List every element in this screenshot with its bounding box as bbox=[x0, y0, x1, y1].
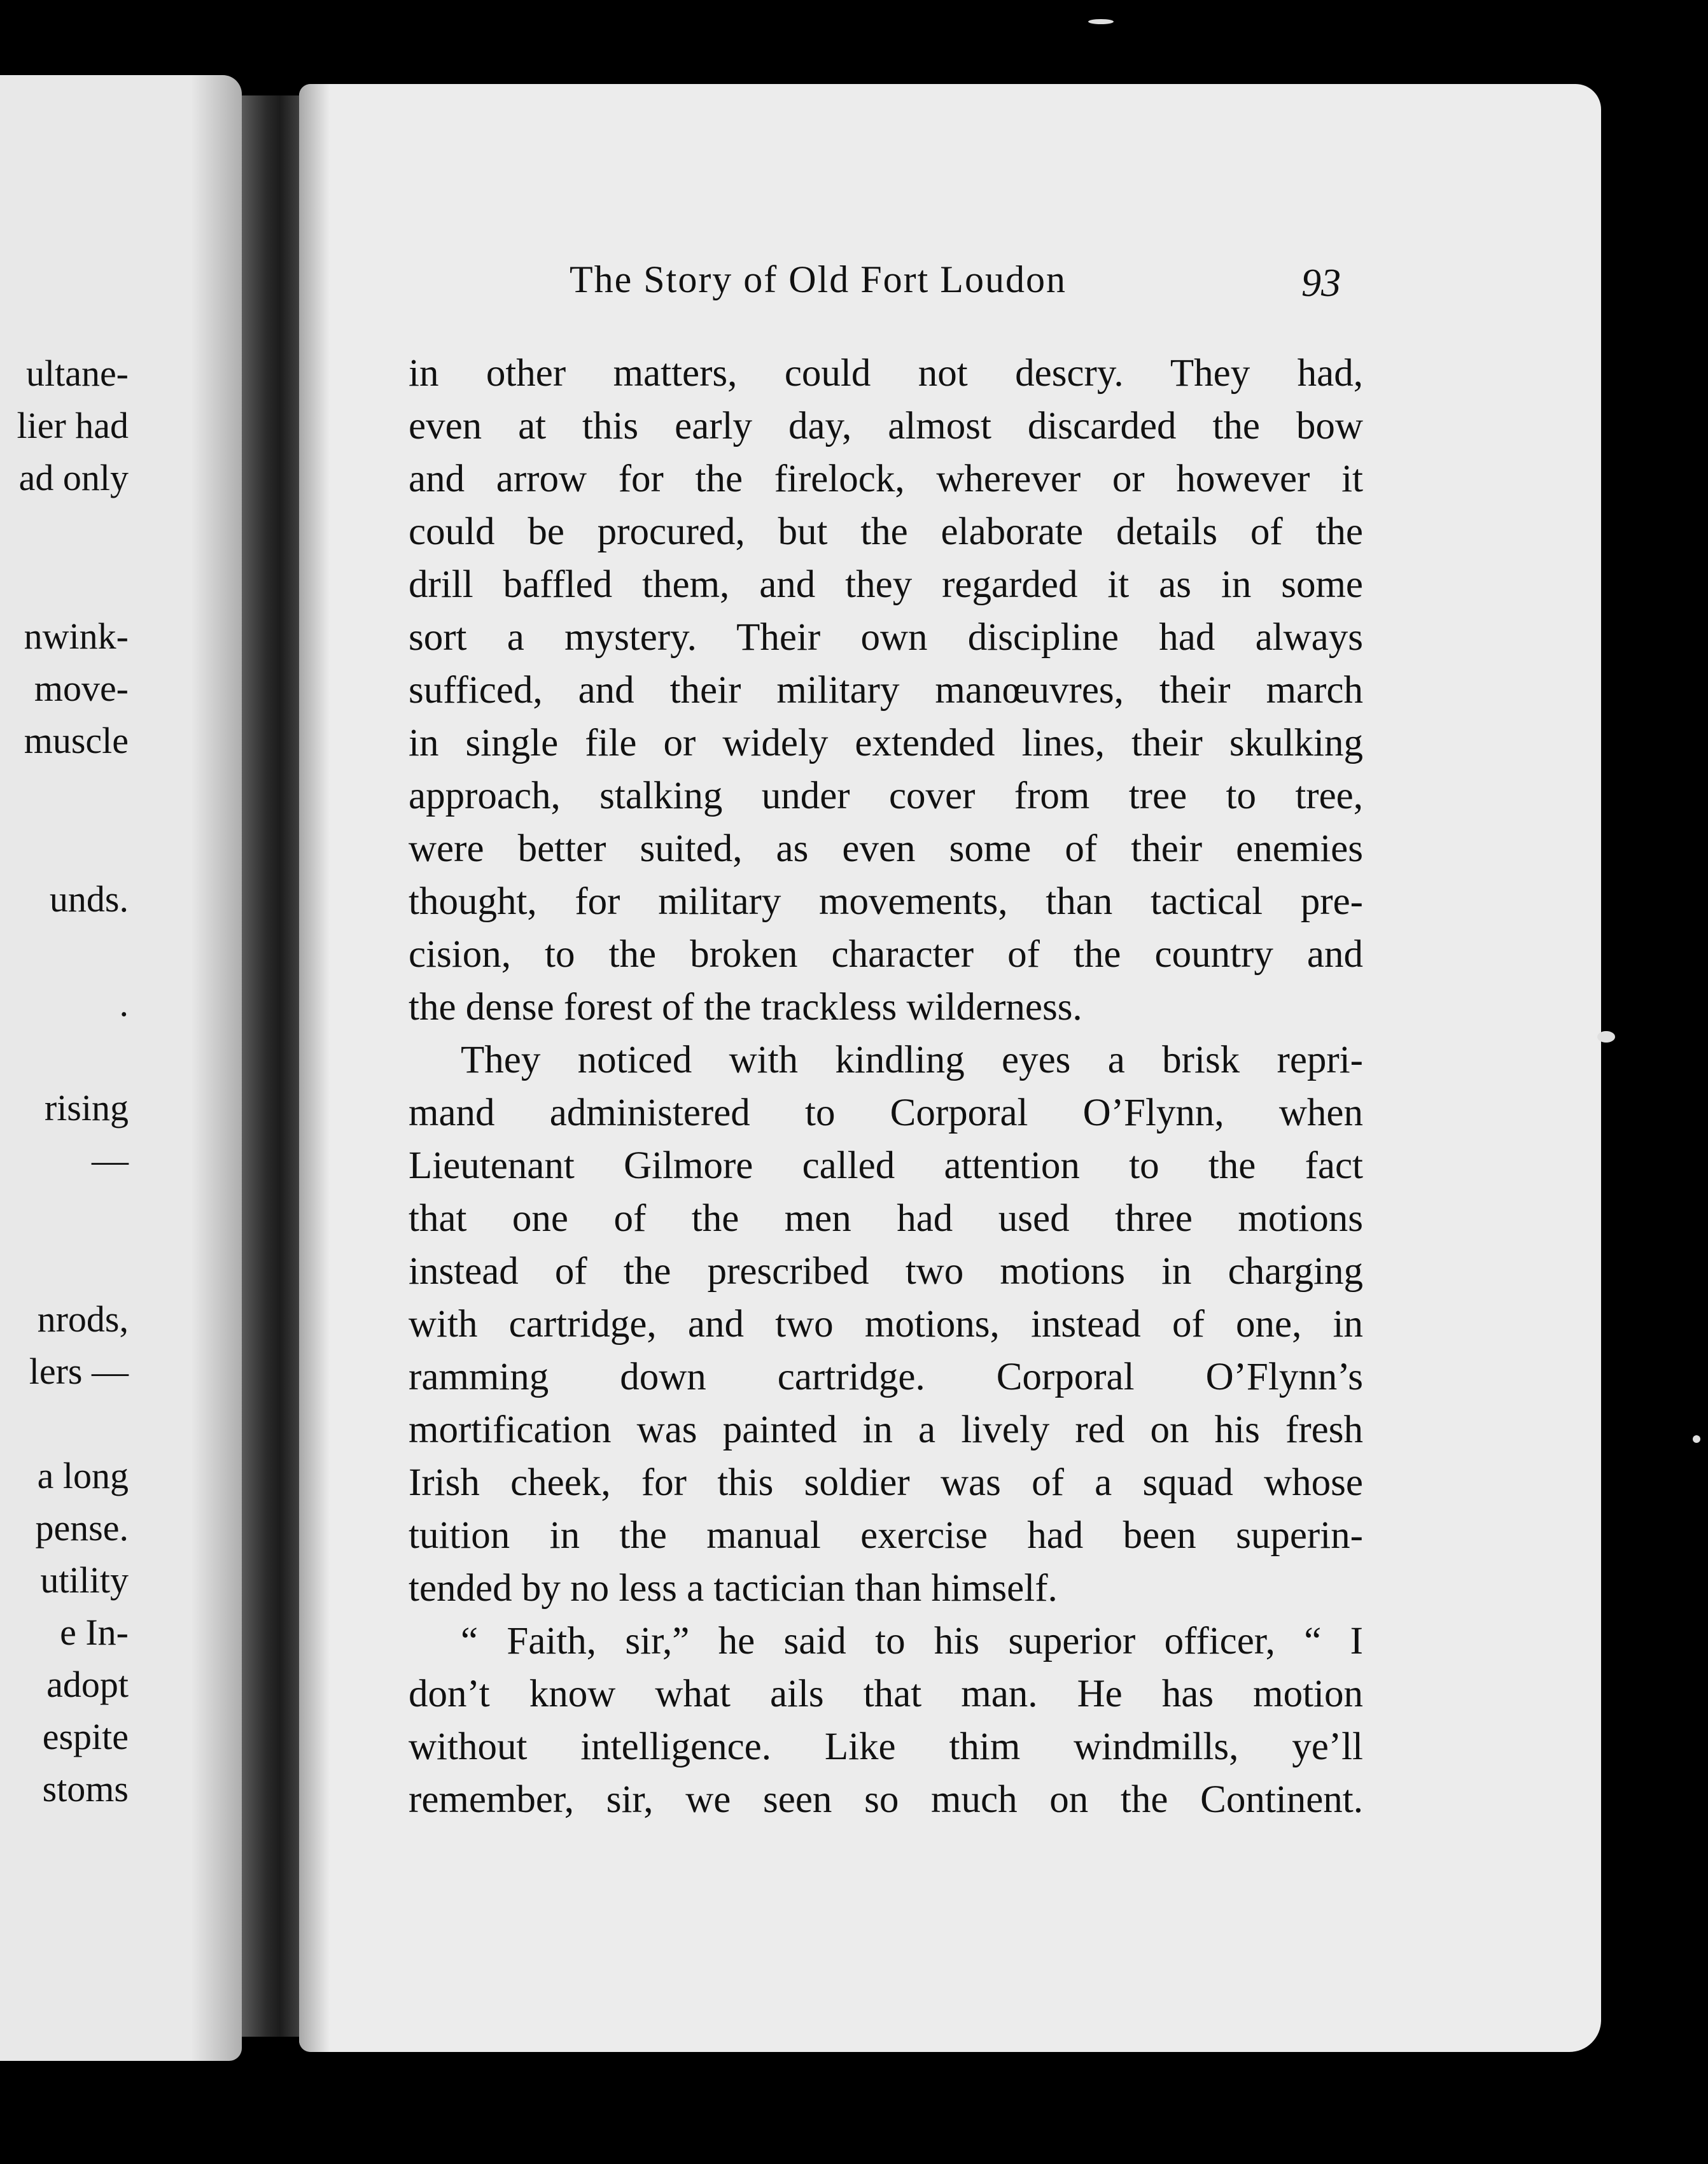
text-line: drill baffled them, and they regarded it as in some bbox=[409, 563, 1363, 606]
text-line: tuition in the manual exercise had been superin- bbox=[409, 1514, 1363, 1557]
running-header: The Story of Old Fort Loudon bbox=[570, 258, 1067, 300]
left-page-fragment: pense. bbox=[35, 1507, 129, 1549]
left-page-fragment: . bbox=[119, 983, 129, 1024]
left-page-fragment: a long bbox=[37, 1455, 129, 1496]
left-page-fragment: adopt bbox=[46, 1664, 129, 1705]
left-page-fragment: utility bbox=[40, 1559, 129, 1601]
text-line: were better suited, as even some of their enemies bbox=[409, 827, 1363, 870]
left-page-fragment: nwink- bbox=[24, 615, 129, 657]
text-line: in other matters, could not descry. They had, bbox=[409, 352, 1363, 395]
left-page-fragment: nrods, bbox=[37, 1298, 129, 1340]
left-page bbox=[0, 75, 242, 2061]
text-line: “ Faith, sir,” he said to his superior officer, “ I bbox=[461, 1620, 1363, 1662]
left-page-fragment: rising bbox=[44, 1087, 129, 1128]
body-text bbox=[409, 347, 1363, 1826]
page-edge-shadow bbox=[299, 84, 330, 2052]
left-page-fragment: move- bbox=[34, 668, 129, 709]
text-line: approach, stalking under cover from tree to tree, bbox=[409, 775, 1363, 817]
text-line: could be procured, but the elaborate details of the bbox=[409, 510, 1363, 553]
left-page-fragment: stoms bbox=[42, 1768, 129, 1809]
left-page-fragment: e In- bbox=[60, 1612, 129, 1653]
dust-speck bbox=[1597, 1031, 1615, 1043]
left-page-fragment: unds. bbox=[49, 878, 129, 920]
book-gutter bbox=[242, 95, 305, 2037]
text-line: mortification was painted in a lively red on his fresh bbox=[409, 1409, 1363, 1451]
left-page-fragment: — bbox=[92, 1139, 129, 1181]
text-line: They noticed with kindling eyes a brisk repri- bbox=[461, 1039, 1363, 1081]
text-line: that one of the men had used three motions bbox=[409, 1197, 1363, 1240]
text-line: sufficed, and their military manœuvres, their march bbox=[409, 669, 1363, 712]
text-line: tended by no less a tactician than himself. bbox=[409, 1567, 1058, 1610]
text-line: in single file or widely extended lines, their skulking bbox=[409, 722, 1363, 764]
left-page-fragment: lier had bbox=[17, 405, 129, 446]
text-line: sort a mystery. Their own discipline had always bbox=[409, 616, 1363, 659]
left-page-fragment: espite bbox=[42, 1716, 129, 1757]
text-line: don’t know what ails that man. He has motion bbox=[409, 1673, 1363, 1715]
left-page-fragment: muscle bbox=[24, 720, 129, 761]
text-line: Lieutenant Gilmore called attention to the fact bbox=[409, 1144, 1363, 1187]
text-line: mand administered to Corporal O’Flynn, when bbox=[409, 1092, 1363, 1134]
left-page-fragment: lers — bbox=[29, 1351, 129, 1392]
page-number: 93 bbox=[1301, 262, 1341, 305]
text-line: thought, for military movements, than tactical pre- bbox=[409, 880, 1363, 923]
text-line: with cartridge, and two motions, instead of one, in bbox=[409, 1303, 1363, 1345]
text-line: remember, sir, we seen so much on the Continent. bbox=[409, 1778, 1363, 1821]
text-line: cision, to the broken character of the country and bbox=[409, 933, 1363, 976]
text-line: Irish cheek, for this soldier was of a squad whose bbox=[409, 1461, 1363, 1504]
dust-speck bbox=[1088, 19, 1114, 24]
left-page-fragment: ultane- bbox=[25, 353, 129, 394]
text-line: ramming down cartridge. Corporal O’Flynn’s bbox=[409, 1356, 1363, 1398]
text-line: even at this early day, almost discarded the bow bbox=[409, 405, 1363, 447]
left-page-fragment: ad only bbox=[18, 457, 129, 498]
text-line: without intelligence. Like thim windmills, ye’ll bbox=[409, 1725, 1363, 1768]
left-page-shadow bbox=[191, 75, 242, 2061]
text-line: and arrow for the firelock, wherever or however it bbox=[409, 458, 1363, 500]
text-line: instead of the prescribed two motions in charging bbox=[409, 1250, 1363, 1293]
dust-speck bbox=[1693, 1435, 1700, 1443]
text-line: the dense forest of the trackless wilderness. bbox=[409, 986, 1082, 1029]
